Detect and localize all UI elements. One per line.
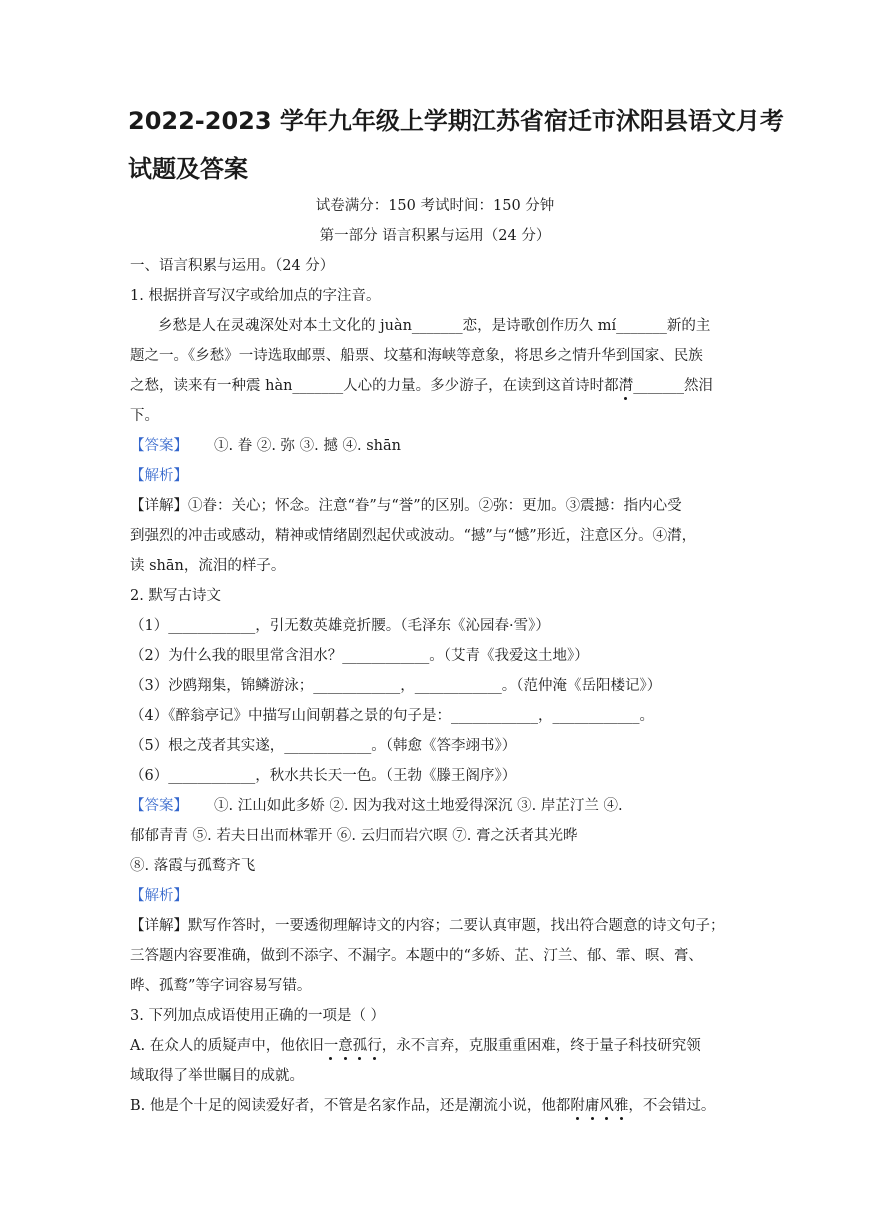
- dotted-character: 行: [367, 1038, 382, 1054]
- q1-passage-line: 乡愁是人在灵魂深处对本土文化的 juàn_______恋，是诗歌创作历久 mí_______新的主: [158, 318, 711, 334]
- q1-detail-line: 【详解】①眷：关心；怀念。注意“眷”与“誉”的区别。②弥：更加。③震撼：指内心受: [130, 498, 682, 514]
- analysis-label: 【解析】: [130, 468, 188, 484]
- q2-item: （5）根之茂者其实遂，____________。（韩愈《答李翊书》）: [130, 738, 517, 754]
- dotted-character: 潸: [618, 378, 634, 394]
- dotted-character: 意: [338, 1038, 353, 1054]
- q2-detail-line: 【详解】默写作答时，一要透彻理解诗文的内容；二要认真审题，找出符合题意的诗文句子；: [130, 918, 725, 934]
- q2-answer-line: 郁郁青青 ⑤. 若夫日出而林霏开 ⑥. 云归而岩穴暝 ⑦. 膏之沃者其光晔: [130, 828, 578, 844]
- option-a-text: A. 在众人的质疑声中，他依旧: [130, 1038, 324, 1054]
- dotted-idiom-a: [324, 1038, 382, 1054]
- q3-stem: 3. 下列加点成语使用正确的一项是（ ）: [130, 1008, 386, 1024]
- q1-passage-line: 题之一。《乡愁》一诗选取邮票、船票、坟墓和海峡等意象，将思乡之情升华到国家、民族: [130, 348, 703, 364]
- dotted-character: 孤: [352, 1038, 368, 1054]
- q2-item: （1）____________，引无数英雄竞折腰。（毛泽东《沁园春·雪》）: [130, 618, 550, 634]
- q2-item: （3）沙鸥翔集，锦鳞游泳；____________，____________。（范仲淹《岳阳楼记》）: [130, 678, 662, 694]
- document-title-line2: 试题及答案: [128, 155, 248, 183]
- q3-option-a: [130, 1036, 750, 1056]
- option-a-text: ，永不言弃，克服重重困难，终于量子科技研究领: [381, 1038, 701, 1054]
- q1-detail-line: 读 shān，流泪的样子。: [130, 558, 286, 574]
- q2-answer-line: ⑧. 落霞与孤鹜齐飞: [130, 858, 256, 874]
- analysis-label: 【解析】: [130, 888, 188, 904]
- dotted-character: 一: [323, 1038, 339, 1054]
- answer-text: ①. 眷 ②. 弥 ③. 撼 ④. shān: [214, 438, 401, 454]
- q3-option-a-line2: 域取得了举世瞩目的成就。: [130, 1068, 304, 1084]
- dotted-idiom-b: [570, 1098, 628, 1114]
- q1-passage-line: [130, 376, 750, 396]
- answer-label: 【答案】: [130, 798, 188, 814]
- part-one-heading: 第一部分 语言积累与运用（24 分）: [319, 228, 551, 244]
- dotted-character: 雅: [613, 1098, 629, 1114]
- dotted-character: 附: [570, 1098, 585, 1114]
- q1-passage-line: 下。: [130, 408, 159, 424]
- exam-meta: 试卷满分：150 考试时间：150 分钟: [315, 198, 555, 214]
- q2-answer: [130, 796, 750, 816]
- option-b-text: B. 他是个十足的阅读爱好者，不管是名家作品，还是潮流小说，他都: [130, 1098, 571, 1114]
- answer-label: 【答案】: [130, 438, 188, 454]
- option-b-text: ，不会错过。: [628, 1098, 716, 1114]
- q1-stem: 1. 根据拼音写汉字或给加点的字注音。: [130, 288, 381, 304]
- answer-text: ①. 江山如此多娇 ②. 因为我对这土地爱得深沉 ③. 岸芷汀兰 ④.: [214, 798, 623, 814]
- q2-stem: 2. 默写古诗文: [130, 588, 221, 604]
- q1-passage-tail: _______然泪: [633, 378, 713, 394]
- q1-answer: [130, 436, 750, 456]
- section-heading: 一、语言积累与运用。（24 分）: [130, 258, 335, 274]
- q1-passage-text: 之愁，读来有一种震 hàn_______人心的力量。多少游子，在读到这首诗时都: [130, 378, 619, 394]
- q2-item: （4）《醉翁亭记》中描写山间朝暮之景的句子是：____________，____________。: [130, 708, 654, 724]
- q2-detail-line: 晔、孤鹜”等字词容易写错。: [130, 978, 312, 994]
- dotted-character: 庸: [584, 1098, 600, 1114]
- q2-detail-line: 三答题内容要准确，做到不添字、不漏字。本题中的“多娇、芷、汀兰、郁、霏、暝、膏、: [130, 948, 703, 964]
- dotted-character: 风: [599, 1098, 614, 1114]
- q1-detail-line: 到强烈的冲击或感动，精神或情绪剧烈起伏或波动。“撼”与“憾”形近，注意区分。④潸，: [130, 528, 697, 544]
- document-title-line1: 2022-2023 学年九年级上学期江苏省宿迁市沭阳县语文月考: [128, 107, 784, 135]
- q2-item: （2）为什么我的眼里常含泪水？____________。（艾青《我爱这土地》）: [130, 648, 589, 664]
- q3-option-b: [130, 1096, 750, 1116]
- q2-item: （6）____________，秋水共长天一色。（王勃《滕王阁序》）: [130, 768, 517, 784]
